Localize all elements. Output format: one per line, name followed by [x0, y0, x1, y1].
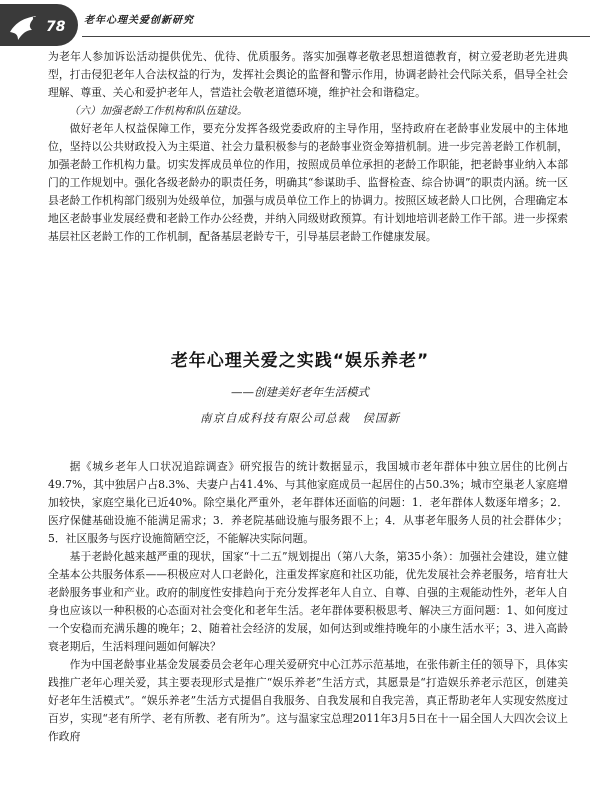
article-paragraph-3: 作为中国老龄事业基金发展委员会老年心理关爱研究中心江苏示范基地，在张伟新主任的领导下，具体实践推广老年心理关爱，其主要表现形式是推广“娱乐养老”生活方式，其愿景是“打造娱乐养老示范区，创建美好老年生活模式”。“娱乐养老”生活方式提倡自我服务、自我发展和自我完善，真正帮助老年人实现安然度过百岁，实现“老有所学、老有所教、老有所为”。这与温家宝总理2011年3月5日在十一届全国人大四次会议上作政府	[48, 658, 568, 743]
journal-title: 老年心理关爱创新研究	[84, 15, 194, 26]
intro-paragraph-continued: 为老年人参加诉讼活动提供优先、优待、优质服务。落实加强尊老敬老思想道德教育，树立爱老助老先进典型，打击侵犯老年人合法权益的行为，发挥社会舆论的监督和警示作用，协调老龄社会代际关系，倡导全社会理解、尊重、关心和爱护老年人，营造社会敬老道德环境，维护社会和谐稳定。	[48, 50, 568, 99]
article-subtitle: ——创建美好老年生活模式	[231, 385, 369, 399]
dove-icon	[6, 10, 42, 46]
header-divider	[82, 36, 590, 37]
article-body	[48, 458, 568, 746]
header-badge	[0, 4, 78, 46]
section-subheading: （六）加强老龄工作机构和队伍建设。	[69, 105, 248, 117]
intro-paragraph: 做好老年人权益保障工作，要充分发挥各级党委政府的主导作用，坚持政府在老龄事业发展中的主体地位，坚持以公共财政投入为主渠道、社会力量积极参与的老龄事业资金筹措机制。进一步完善老龄工作机制，加强老龄工作机构力量。切实发挥成员单位的作用，按照成员单位承担的老龄工作职能，把老龄事业纳入本部门的工作规划中。强化各级老龄办的职责任务，明确其“参谋助手、监督检查、综合协调”的职责内涵。统一区县老龄工作机构部门级别为处级单位，加强与成员单位工作上的协调力。按照区域老龄人口比例，合理确定本地区老龄事业发展经费和老龄工作办公经费，并纳入同级财政预算。有计划地培训老龄工作干部。进一步探索基层社区老龄工作的工作机制，配备基层老龄专干，引导基层老龄工作健康发展。	[48, 122, 568, 243]
article-author: 南京自成科技有限公司总裁 侯国新	[200, 411, 400, 425]
article-paragraph-2: 基于老龄化越来越严重的现状，国家“十二五”规划提出（第八大条，第35小条）：加强社会建设，建立健全基本公共服务体系——积极应对人口老龄化，注重发挥家庭和社区功能，优先发展社会养老服务，培育壮大老龄服务事业和产业。政府的制度性安排趋向于充分发挥老年人自立、自尊、自强的主观能动性外，老年人自身也应该以一种积极的心态面对社会变化和老年生活。老年群体要积极思考、解决三方面问题：1、如何度过一个安稳而充满乐趣的晚年；2、随着社会经济的发展，如何达到或维持晚年的小康生活水平；3、进入高龄衰老期后，生活料理问题如何解决？	[48, 550, 568, 653]
intro-section	[48, 48, 568, 246]
article-paragraph-1: 据《城乡老年人口状况追踪调查》研究报告的统计数据显示，我国城市老年群体中独立居住的比例占49.7%，其中独居户占8.3%、夫妻户占41.4%、与其他家庭成员一起居住的占50.3%；城市空巢老人家庭增加较快，家庭空巢化已近40%。除空巢化严重外，老年群体还面临的问题：1．老年群体人数逐年增多；2．医疗保健基础设施不能满足需求；3．养老院基础设施与服务跟不上；4．从事老年服务人员的社会群体少；5．社区服务与医疗设施简陋空泛，不能解决实际问题。	[48, 460, 568, 545]
page-number: 78	[46, 19, 66, 35]
page-header	[0, 0, 600, 50]
article-title: 老年心理关爱之实践“娱乐养老”	[170, 351, 430, 371]
